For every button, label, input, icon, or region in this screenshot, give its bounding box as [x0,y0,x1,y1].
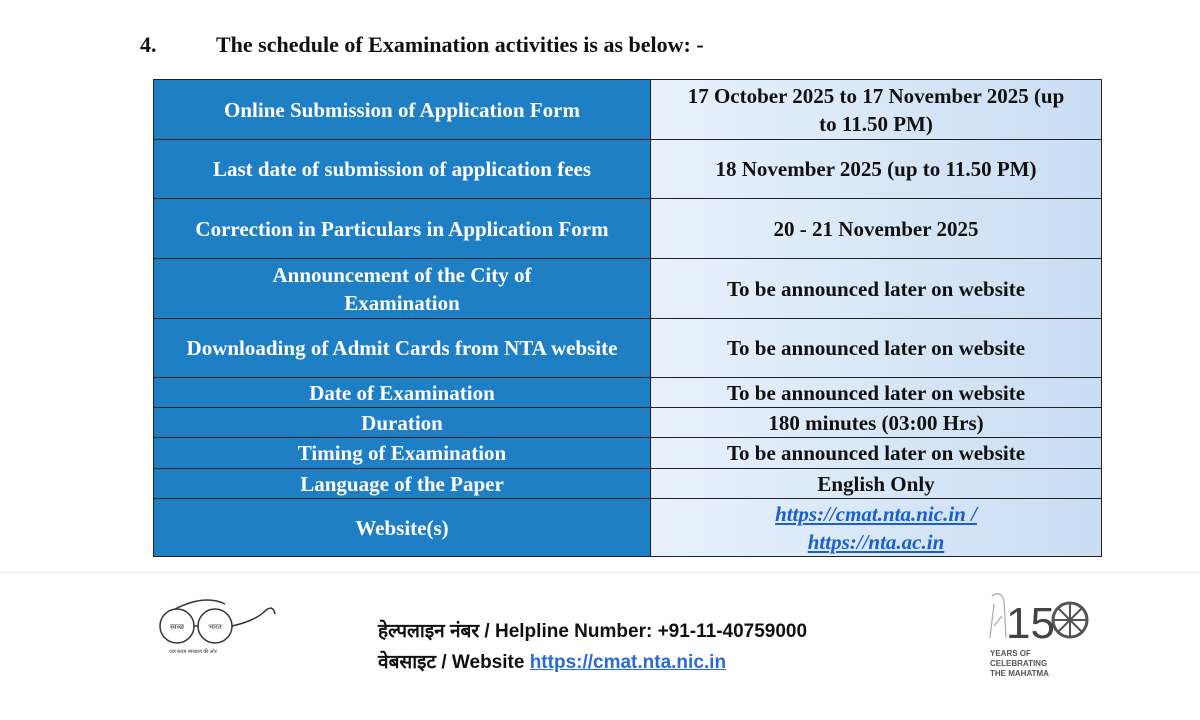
row-label: Announcement of the City of Examination [154,259,651,319]
section-heading [140,32,704,58]
table-row [154,408,1102,438]
table-row [154,438,1102,469]
row-value: English Only [651,469,1102,499]
table-row [154,469,1102,499]
nta-website-link[interactable]: https://nta.ac.in [807,529,945,554]
row-value: 20 - 21 November 2025 [651,199,1102,259]
row-label: Language of the Paper [154,469,651,499]
svg-text:CELEBRATING: CELEBRATING [990,659,1048,668]
row-value: 17 October 2025 to 17 November 2025 (up to 11.50 PM) [651,80,1102,140]
row-label: Website(s) [154,499,651,557]
website-label: वेबसाइट / Website [378,652,530,673]
row-value [651,499,1102,557]
swachh-bharat-logo [155,598,280,661]
footer-website-link[interactable]: https://cmat.nta.nic.in [529,652,727,673]
row-value: To be announced later on website [651,259,1102,319]
section-title: The schedule of Examination activities is as below: - [216,32,704,57]
row-value: To be announced later on website [651,319,1102,378]
row-value: To be announced later on website [651,378,1102,408]
table-row [154,259,1102,319]
table-row [154,499,1102,557]
table-row [154,199,1102,259]
svg-text:15: 15 [1006,599,1055,648]
schedule-table [153,79,1102,557]
table-row [154,140,1102,199]
row-label: Duration [154,408,651,438]
footer-contact [378,616,807,678]
divider [0,572,1200,573]
table-row [154,80,1102,140]
cmat-website-link[interactable]: https://cmat.nta.nic.in / [775,501,977,526]
row-value: To be announced later on website [651,438,1102,469]
row-value: 18 November 2025 (up to 11.50 PM) [651,140,1102,199]
svg-text:भारत: भारत [208,623,222,631]
svg-text:YEARS OF: YEARS OF [990,649,1031,658]
helpline-number: हेल्पलाइन नंबर / Helpline Number: +91-11-40759000 [378,621,808,642]
gandhi-150-logo [980,586,1095,687]
table-row [154,378,1102,408]
svg-text:स्वच्छ: स्वच्छ [169,623,185,631]
table-row [154,319,1102,378]
row-label: Downloading of Admit Cards from NTA website [154,319,651,378]
row-label: Last date of submission of application fees [154,140,651,199]
svg-text:एक कदम स्वच्छता की ओर: एक कदम स्वच्छता की ओर [169,650,217,655]
section-number: 4. [140,32,157,57]
row-label: Date of Examination [154,378,651,408]
row-label: Timing of Examination [154,438,651,469]
row-value: 180 minutes (03:00 Hrs) [651,408,1102,438]
row-label: Correction in Particulars in Application Form [154,199,651,259]
row-label: Online Submission of Application Form [154,80,651,140]
svg-text:THE MAHATMA: THE MAHATMA [990,669,1049,678]
